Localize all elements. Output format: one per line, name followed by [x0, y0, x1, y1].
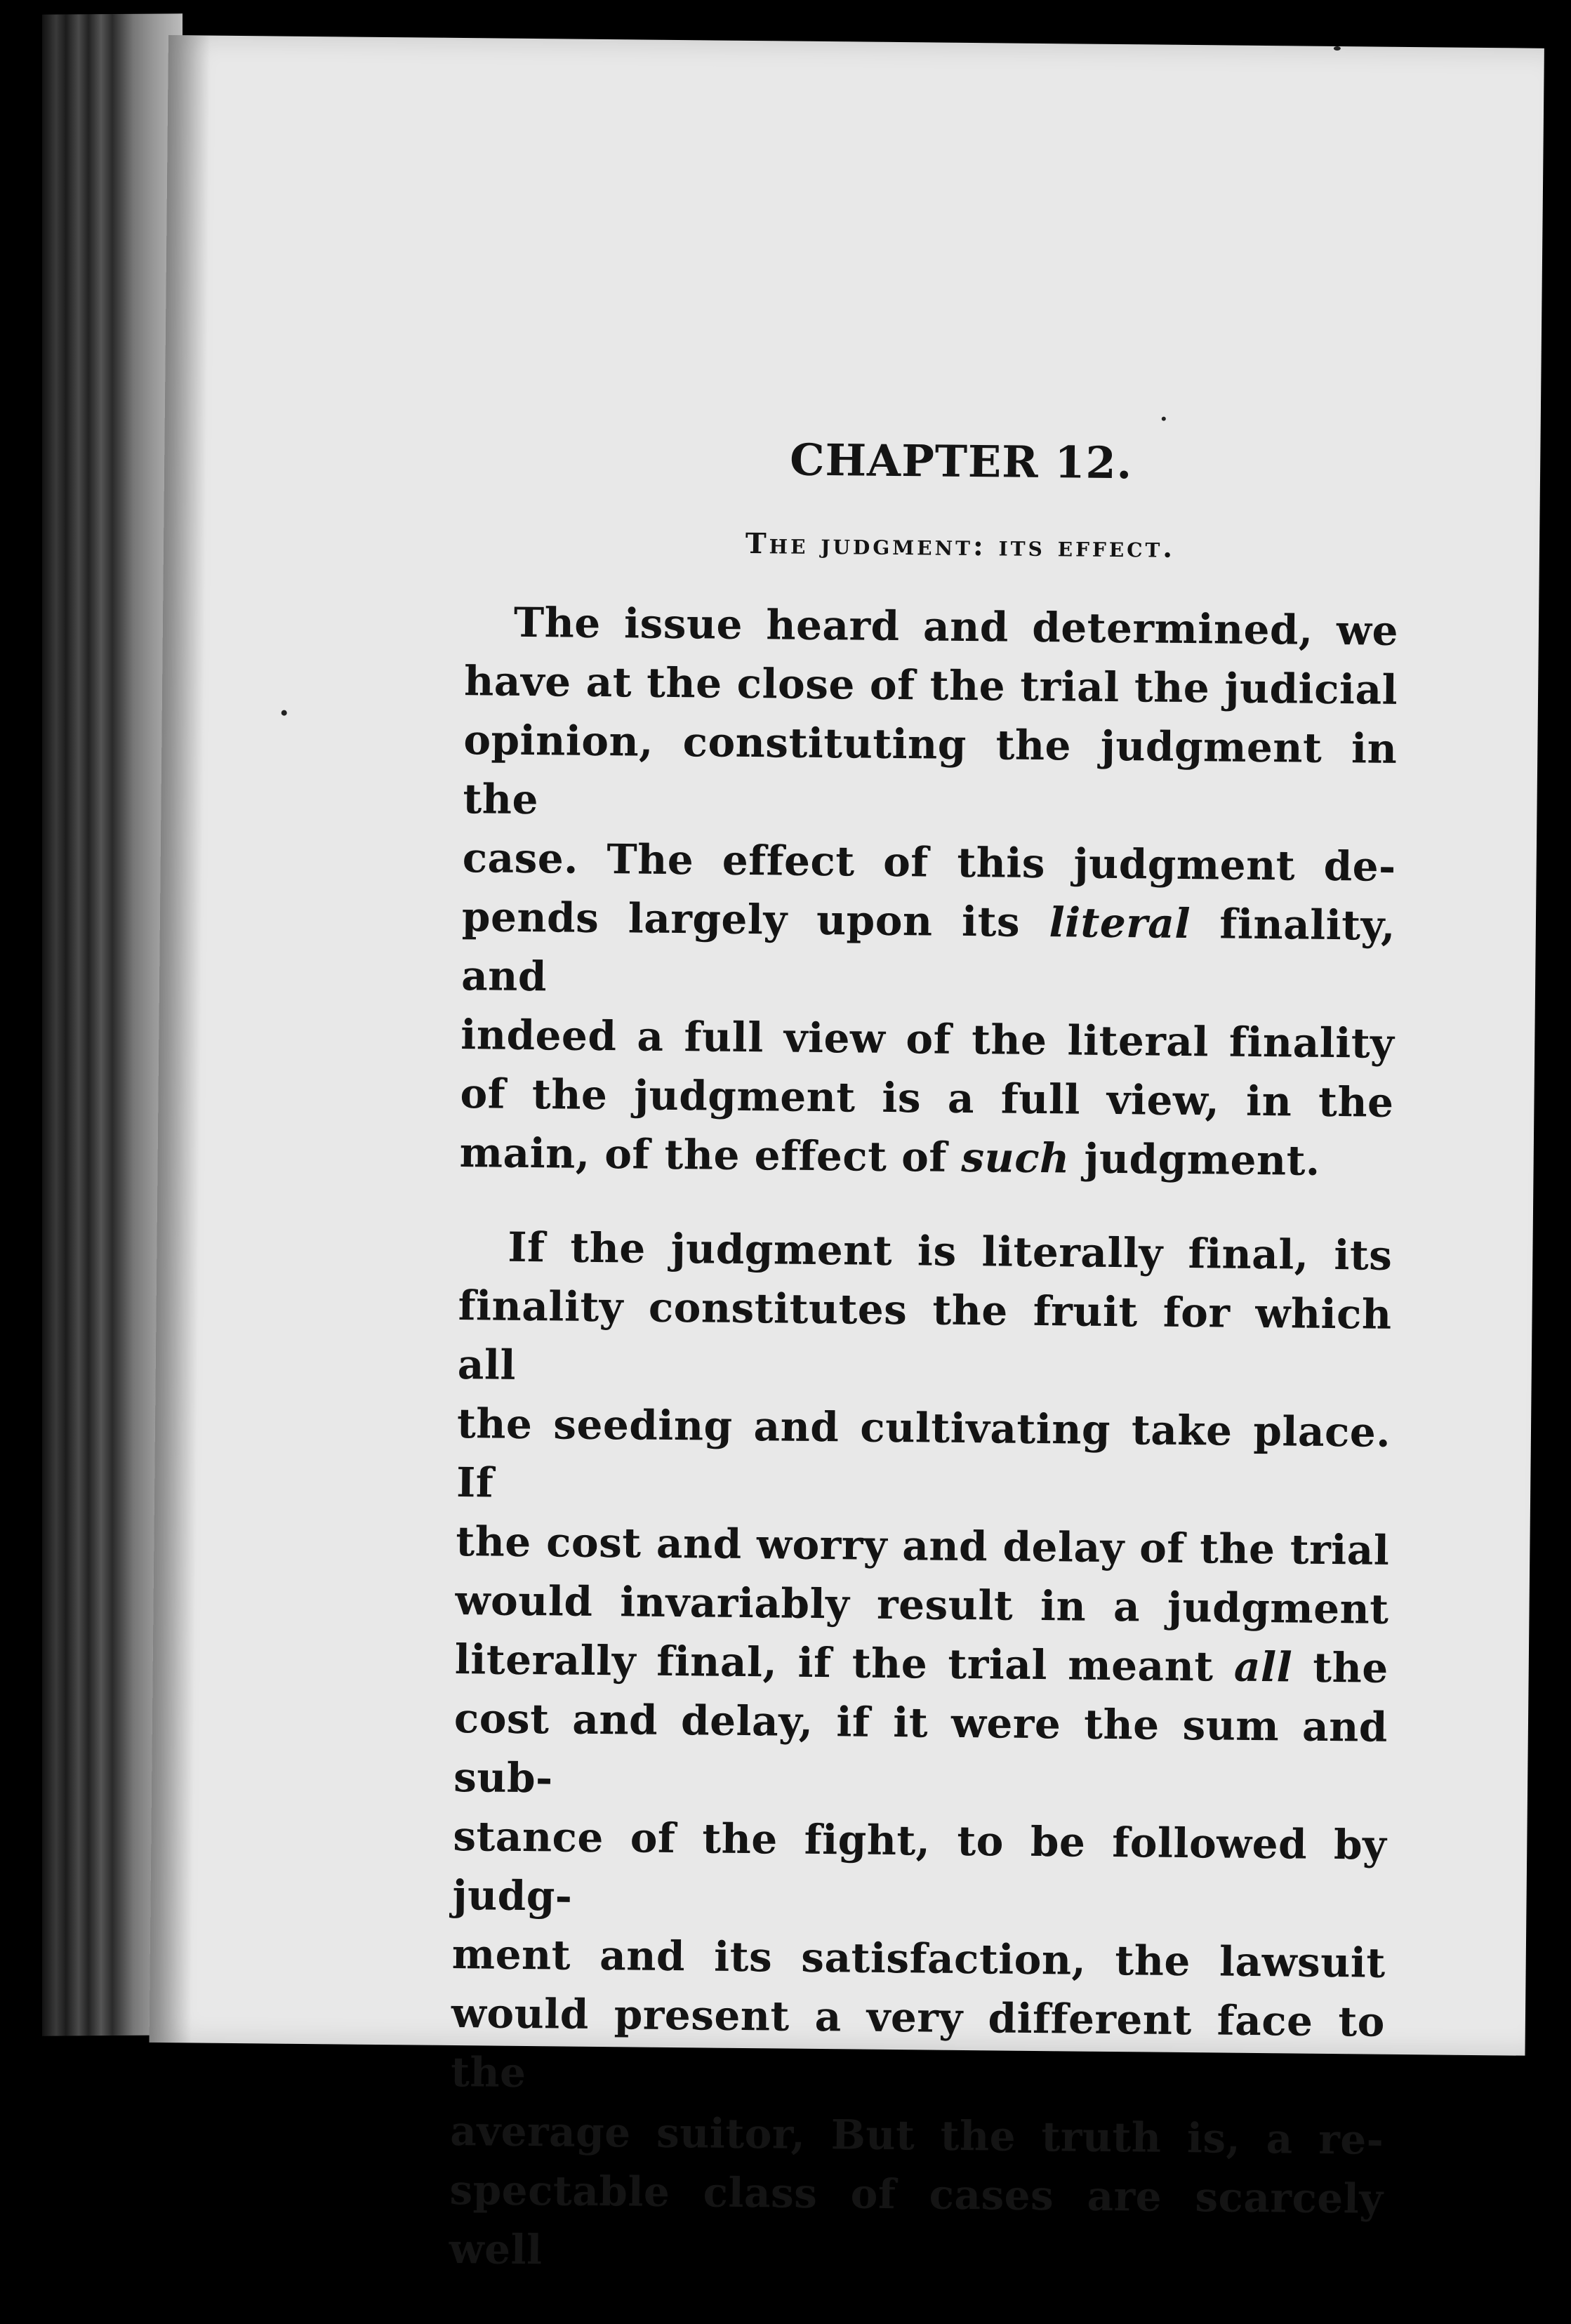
text-line: If the judgment is literally final, its [508, 1223, 1393, 1280]
text-run: finality, and [460, 900, 1396, 1001]
book-page [150, 35, 1544, 2274]
text-line [454, 1630, 1388, 1698]
text-line: finality constitutes the fruit for which all [457, 1282, 1392, 1389]
text-line: average suitor, But the truth is, a re- [450, 2106, 1384, 2164]
text-line: case. The effect of this judgment de- [462, 834, 1397, 891]
text-line: would present a very different face to the [450, 1988, 1386, 2097]
text-line: The issue heard and determined, we [513, 598, 1399, 655]
text-run: judgment. [1069, 1134, 1320, 1185]
text-line: would invariably result in a judgment [455, 1576, 1389, 1633]
text-line: the cost and worry and delay of the trial [456, 1518, 1390, 1574]
text-run: main, of the effect of [459, 1129, 962, 1181]
ink-speck [1334, 46, 1341, 51]
text-line: of the judgment is a full view, in the [460, 1070, 1394, 1127]
page-text [449, 431, 1400, 2323]
text-line: cost and delay, if it were the sum and sub- [453, 1694, 1388, 1802]
text-line: have at the close of the trial the judicial [463, 657, 1398, 714]
text-run: pends largely upon its [461, 893, 1049, 947]
text-line [461, 887, 1396, 1014]
text-line: indeed a full view of the literal finality [460, 1011, 1395, 1068]
text-line: spectable class of cases are scarcely well [449, 2165, 1384, 2274]
italic-word: such [961, 1133, 1070, 1183]
chapter-subtitle: The judgment: its effect. [745, 526, 1176, 564]
paragraph-2 [449, 1217, 1392, 2288]
text-line: opinion, constituting the judgment in the [463, 716, 1398, 824]
text-run: the [1292, 1643, 1389, 1692]
ink-speck [281, 710, 287, 716]
ink-speck [1162, 417, 1166, 421]
italic-word: all [1233, 1642, 1293, 1692]
text-line: stance of the fight, to be followed by judg- [452, 1812, 1387, 1920]
text-line: the seeding and cultivating take place. If [456, 1400, 1391, 1507]
paragraph-1 [459, 592, 1398, 1191]
chapter-title: CHAPTER 12. [789, 434, 1133, 489]
italic-word: literal [1049, 898, 1191, 948]
text-line [459, 1123, 1393, 1191]
text-run: literally final, if the trial meant [454, 1635, 1235, 1691]
text-line: ment and its satisfaction, the lawsuit [451, 1930, 1386, 1987]
